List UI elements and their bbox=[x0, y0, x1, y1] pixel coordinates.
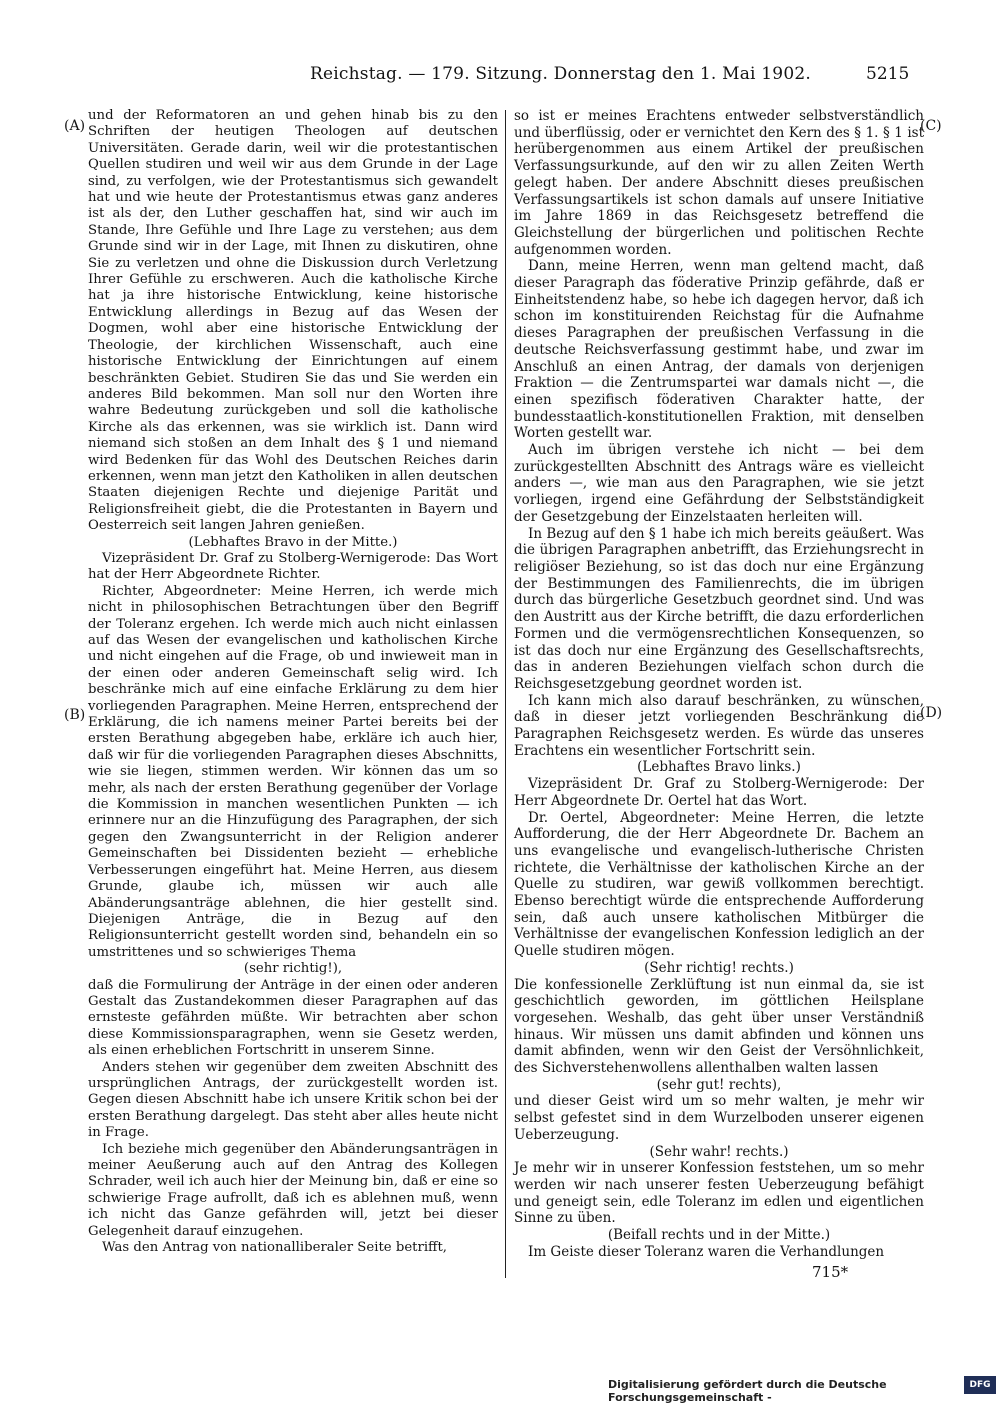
paragraph: Auch im übrigen verstehe ich nicht — bei dem zurückgestellten Abschnitt des Antrags wäre es vielleicht anders —, wie man aus den Paragraphen, wie sie jetzt vorliegen, irgend eine Gefährdung der Selbstständigkeit der Gesetzgebung der Einzelstaaten herleiten will. bbox=[514, 442, 924, 525]
footer bbox=[0, 1376, 1000, 1404]
paragraph: Dr. Oertel, Abgeordneter: Meine Herren, die letzte Aufforderung, die der Herr Abgeordnete Dr. Bachem an uns evangelische und evangelisch-lutherische Christen richtete, die Verhältnisse der katholischen Kirche an der Quelle zu studiren, war gewiß vollkommen berechtigt. Ebenso berechtigt würde die entsprechende Aufforderung sein, daß auch unsere katholischen Mitbürger die Verhältnisse der evangelischen Konfession lediglich an der Quelle studiren mögen. bbox=[514, 809, 924, 960]
interjection: (Beifall rechts und in der Mitte.) bbox=[607, 1227, 831, 1244]
speaker-intro: Vizepräsident Dr. Graf zu Stolberg-Wernigerode: Der Herr Abgeordnete Dr. Oertel hat das Wort. bbox=[514, 776, 924, 809]
paragraph: Dann, meine Herren, wenn man geltend macht, daß dieser Paragraph das föderative Prinzip gefährde, daß er Einheitstendenz habe, so hebe ich dagegen hervor, daß ich schon im konstituirenden Reichstag für die Aufnahme dieses Paragraphen der preußischen Verfassung in die deutsche Reichsverfassung gestimmt habe, und zwar im Anschluß an einen Antrag, der damals von derjenigen Fraktion — die Zentrumspartei war damals nicht —, die einen spezifisch föderativen Charakter hatte, der bundesstaatlich-konstitutionellen Fraktion, mit denselben Worten gestellt war. bbox=[514, 258, 924, 442]
paragraph: Anders stehen wir gegenüber dem zweiten Abschnitt des ursprünglichen Antrags, der zurückgestellt worden ist. Gegen diesen Abschnitt habe ich unsere Kritik schon bei der ersten Berathung dargelegt. Das steht aber alles heute nicht in Frage. bbox=[88, 1059, 498, 1141]
running-title: Reichstag. — 179. Sitzung. Donnerstag den 1. Mai 1902. bbox=[310, 64, 811, 84]
paragraph: und der Reformatoren an und gehen hinab bis zu den Schriften der heutigen Theologen auf deutschen Universitäten. Gerade darin, weil wir die protestantischen Quellen studiren und weil wir aus dem Grunde in der Lage sind, zu verfolgen, wie der Protestantismus sich gewandelt hat und wie heute der Protestantismus etwas ganz anderes ist als der, den Luther geschaffen hat, sind wir auch im Stande, Ihre Gefühle und Ihre Lage zu verstehen; aus dem Grunde sind wir in der Lage, mit Ihnen zu diskutiren, ohne Sie zu verletzen und ohne die Diskussion durch Verletzung Ihrer Gefühle zu erschweren. Auch die katholische Kirche hat ja ihre historische Entwicklung, keine historische Entwicklung allerdings in Bezug auf das Wesen der Dogmen, wohl aber eine historische Entwicklung der Theologie, der kirchlichen Wissenschaft, auch eine historische Entwicklung der Einrichtungen auf einem beschränkten Gebiet. Studiren Sie das und Sie werden ein anderes Bild bekommen. Man soll nur den Worten ihre wahre Bedeutung zurückgeben und soll die katholische Kirche als das erkennen, was sie wirklich ist. Dann wird niemand sich stoßen an dem Inhalt des § 1 und niemand wird Bedenken für das Wohl des Deutschen Reiches darin erkennen, wenn man jetzt den Katholiken in allen deutschen Staaten diejenigen Rechte und diejenige Parität und Religionsfreiheit giebt, die die Protestanten in Bayern und Oesterreich seit langen Jahren genießen. bbox=[88, 108, 498, 534]
margin-marker-d: (D) bbox=[920, 705, 943, 721]
paragraph: daß die Formulirung der Anträge in der einen oder anderen Gestalt das Zustandekommen dieser Paragraphen auf das ernsteste gefährden müßte. Wir betrachten aber schon diese Kommissionsparagraphen, wenn sie Gesetz werden, als einen erheblichen Fortschritt in unserem Sinne. bbox=[88, 977, 498, 1059]
right-column bbox=[514, 108, 924, 1261]
paragraph: Im Geiste dieser Toleranz waren die Verhandlungen bbox=[528, 1243, 885, 1260]
paragraph: Ich beziehe mich gegenüber den Abänderungsanträgen in meiner Aeußerung auch auf den Antrag des Kollegen Schrader, weil ich auch hier der Meinung bin, daß er eine so schwierige Frage aufrollt, daß ich es ablehnen muß, wenn ich nicht das Ganze gefährden will, jetzt bei dieser Gelegenheit darauf einzugehen. bbox=[88, 1141, 498, 1239]
paragraph: und dieser Geist wird um so mehr walten, je mehr wir selbst gefestet sind in dem Wurzelboden unserer eigenen Ueberzeugung. bbox=[514, 1093, 924, 1143]
paragraph: so ist er meines Erachtens entweder selbstverständlich und überflüssig, oder er vernichtet den Kern des § 1. § 1 ist herübergenommen aus einem Artikel der preußischen Verfassungsurkunde, auf den wir zu allen Zeiten Werth gelegt haben. Der andere Abschnitt dieses preußischen Verfassungsartikels ist schon damals auf unsere Initiative im Jahre 1869 in das Reichsgesetz betreffend die Gleichstellung der bürgerlichen und politischen Rechte aufgenommen worden. bbox=[514, 108, 924, 258]
paragraph: Die konfessionelle Zerklüftung ist nun einmal da, sie ist geschichtlich geworden, im göttlichen Heilsplane vorgesehen. Weshalb, das geht über unser Verständniß hinaus. Wir müssen uns damit abfinden und können uns damit abfinden, wenn wir den Geist der Versöhnlichkeit, des Sichverstehenwollens allenthalben walten lassen bbox=[514, 976, 924, 1077]
interjection: (Sehr richtig! rechts.) bbox=[644, 959, 794, 976]
interjection: (sehr gut! rechts), bbox=[656, 1076, 782, 1093]
footer-credit: Digitalisierung gefördert durch die Deutsche Forschungsgemeinschaft - bbox=[608, 1378, 887, 1404]
margin-marker-c: (C) bbox=[920, 118, 942, 134]
margin-marker-b: (B) bbox=[64, 707, 86, 723]
signature-mark: 715* bbox=[812, 1263, 849, 1281]
paragraph: Je mehr wir in unserer Konfession feststehen, um so mehr werden wir nach unserer festen Ueberzeugung befähigt und geneigt sein, edle Toleranz im edlen und eigentlichen Sinne zu üben. bbox=[514, 1160, 924, 1227]
margin-marker-a: (A) bbox=[64, 118, 86, 134]
left-column bbox=[88, 108, 498, 1256]
interjection: (Lebhaftes Bravo in der Mitte.) bbox=[188, 534, 398, 550]
column-divider bbox=[505, 110, 506, 1278]
interjection: (Sehr wahr! rechts.) bbox=[649, 1143, 789, 1160]
paragraph: Richter, Abgeordneter: Meine Herren, ich werde mich nicht in philosophischen Betrachtungen über den Begriff der Toleranz ergehen. Ich werde mich auch nicht einlassen auf das Wesen der evangelischen und katholischen Kirche und nicht eingehen auf die Frage, ob und inwieweit man in der einen oder anderen Gemeinschaft selig wird. Ich beschränke mich auf eine einfache Erklärung zu dem hier vorliegenden Paragraphen. Meine Herren, entsprechend der Erklärung, die ich namens meiner Partei bereits bei der ersten Berathung abgegeben habe, erkläre ich auch hier, daß wir für die vorliegenden Paragraphen dieses Abschnitts, wie sie liegen, stimmen werden. Wir können das um so mehr, als nach der ersten Berathung gegenüber der Vorlage die Kommission in manchen wesentlichen Punkten — ich erinnere nur an die Hinzufügung des Paragraphen, der sich gegen den Zwangsunterricht in der Religion anderer Gemeinschaften bei Dissidenten bezieht — erhebliche Verbesserungen eingeführt hat. Meine Herren, aus diesem Grunde, glaube ich, müssen wir auch alle Abänderungsanträge ablehnen, die hier gestellt sind. Diejenigen Anträge, die in Bezug auf den Religionsunterricht gestellt worden sind, behandeln ein so umstrittenes und so schwieriges Thema bbox=[88, 583, 498, 960]
page-number: 5215 bbox=[866, 64, 910, 84]
dfg-logo-icon: DFG bbox=[964, 1376, 996, 1394]
running-header bbox=[0, 64, 1000, 92]
speaker-intro: Vizepräsident Dr. Graf zu Stolberg-Wernigerode: Das Wort hat der Herr Abgeordnete Richter. bbox=[88, 550, 498, 583]
paragraph: Was den Antrag von nationalliberaler Seite betrifft, bbox=[102, 1240, 448, 1256]
paragraph: In Bezug auf den § 1 habe ich mich bereits geäußert. Was die übrigen Paragraphen anbetrifft, das Erziehungsrecht in religiöser Beziehung, so ist das doch nur eine Ergänzung der Bestimmungen des Familienrechts, die im übrigen durch das bürgerliche Gesetzbuch geordnet sind. Und was den Austritt aus der Kirche betrifft, die dazu erforderlichen Formen und die vermögensrechtlichen Konsequenzen, so ist das doch nur eine Ergänzung des Gesellschaftsrechts, das in anderen Beziehungen vielfach schon durch die Reichsgesetzgebung geordnet worden ist. bbox=[514, 525, 924, 692]
interjection: (sehr richtig!), bbox=[243, 961, 343, 977]
paragraph: Ich kann mich also darauf beschränken, zu wünschen, daß in dieser jetzt vorliegenden Beschränkung die Paragraphen Reichsgesetz werden. Es würde das unseres Erachtens ein wesentlicher Fortschritt sein. bbox=[514, 692, 924, 759]
interjection: (Lebhaftes Bravo links.) bbox=[637, 759, 801, 776]
